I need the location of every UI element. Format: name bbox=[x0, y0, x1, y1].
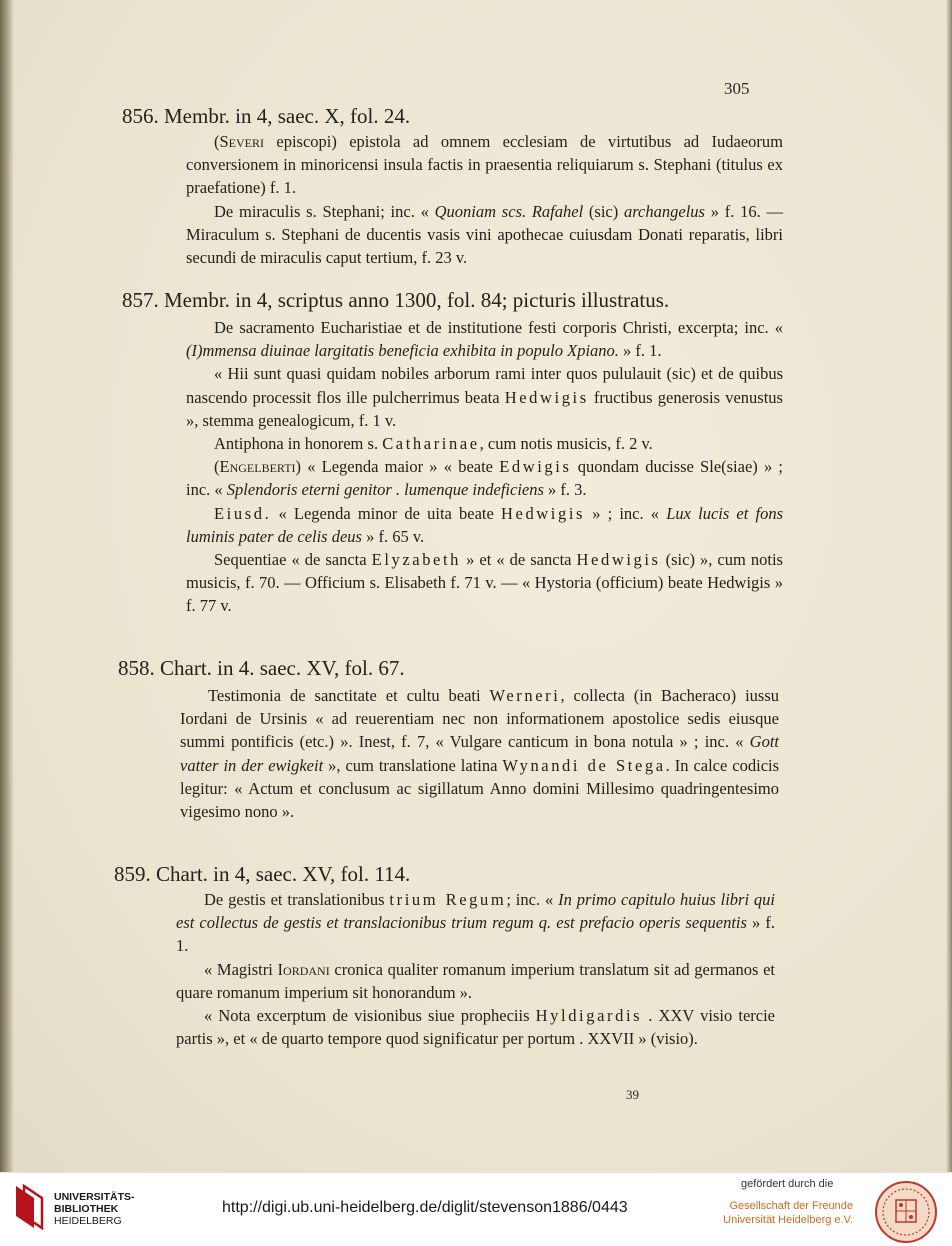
italic-run: Gott vatter in der ewigkeit bbox=[180, 732, 779, 775]
spaced-run: Catharinae bbox=[382, 434, 480, 454]
entry-paragraph: (Engelberti) « Legenda maior » « beate Edwigis quondam ducisse Sle(siae) » ; inc. « Splendoris eterni genitor . lumenque indeficiens » f. 3. bbox=[186, 457, 783, 500]
sponsor-name bbox=[713, 1199, 853, 1227]
sponsor-note: gefördert durch die bbox=[741, 1178, 834, 1190]
university-seal-icon bbox=[874, 1180, 938, 1244]
printer-signature: 39 bbox=[626, 1087, 639, 1102]
italic-run: (I)mmensa diuinae largitatis beneficia exhibita in populo Xpiano. bbox=[186, 341, 619, 361]
spaced-run: Wynandi de Stega bbox=[502, 755, 666, 775]
page-edge-shadow bbox=[946, 0, 952, 1172]
spaced-run: Edwigis bbox=[499, 457, 572, 477]
entry-paragraph: De miraculis s. Stephani; inc. « Quoniam scs. Rafahel (sic) archangelus » f. 16. — Miraculum s. Stephani de ducentis vasis vini apothecae cuiusdam Donati reparatis, libri secundi de miraculis caput tertium, f. 23 v. bbox=[186, 201, 783, 268]
spaced-run: Elyzabeth bbox=[371, 550, 462, 570]
italic-run: Lux lucis et fons luminis pater de celis deus bbox=[186, 503, 783, 546]
smallcaps-run: Iordani bbox=[277, 959, 330, 979]
entry-paragraph: De gestis et translationibus trium Regum; inc. « In primo capitulo huius libri qui est collectus de gestis et translacionibus trium regum q. est prefacio operis sequentis » f. 1. bbox=[176, 890, 776, 956]
spaced-run: Werneri bbox=[489, 686, 561, 705]
entry-paragraph: Antiphona in honorem s. Catharinae, cum notis musicis, f. 2 v. bbox=[214, 434, 653, 454]
entry-heading-859: 859. Chart. in 4, saec. XV, fol. 114. bbox=[114, 862, 411, 886]
italic-run: archangelus bbox=[624, 201, 705, 221]
entry-paragraph: Eiusd. « Legenda minor de uita beate Hedwigis » ; inc. « Lux lucis et fons luminis pater de celis deus » f. 65 v. bbox=[186, 503, 783, 546]
spaced-run: Eiusd. bbox=[214, 503, 272, 523]
italic-run: Splendoris eterni genitor . lumenque indeficiens bbox=[226, 480, 544, 500]
entry-body-858 bbox=[180, 684, 779, 823]
permalink-url[interactable]: http://digi.ub.uni-heidelberg.de/diglit/stevenson1886/0443 bbox=[222, 1199, 628, 1216]
smallcaps-run: Engelberti bbox=[219, 457, 296, 477]
entry-body-856 bbox=[186, 130, 783, 269]
entry-heading-856: 856. Membr. in 4, saec. X, fol. 24. bbox=[122, 104, 411, 128]
entry-paragraph: « Nota excerptum de visionibus siue propheciis Hyldigardis . XXV visio tercie partis », et « de quarto tempore quod significatur per portum . XXVII » (visio). bbox=[176, 1006, 775, 1049]
smallcaps-run: Severi bbox=[219, 132, 265, 151]
library-name-line2: BIBLIOTHEK bbox=[54, 1203, 119, 1215]
entry-paragraph: « Magistri Iordani cronica qualiter romanum imperium translatum sit ad germanos et quare romanum imperium sit honorandum ». bbox=[176, 959, 776, 1002]
spaced-run: trium Regum bbox=[389, 890, 507, 909]
entry-paragraph: (Severi episcopi) epistola ad omnem ecclesiam de virtutibus ad Iudaeorum conversionem in minoricensi insula factis in praesentia reliquiarum s. Stephani (titulus ex praefatione) f. 1. bbox=[186, 132, 783, 198]
sponsor-name-line2: Universität Heidelberg e.V. bbox=[723, 1214, 853, 1226]
spaced-run: Hyldigardis bbox=[535, 1006, 643, 1026]
italic-run: Quoniam scs. Rafahel bbox=[434, 201, 584, 221]
entry-paragraph: Sequentiae « de sancta Elyzabeth » et « de sancta Hedwigis (sic) », cum notis musicis, f. 70. — Officium s. Elisabeth f. 71 v. — « Hystoria (officium) beate Hedwigis » f. 77 v. bbox=[186, 550, 783, 616]
library-logo-text bbox=[54, 1191, 135, 1227]
sponsor-name-line1: Gesellschaft der Freunde bbox=[729, 1200, 853, 1212]
spaced-run: Hedwigis bbox=[501, 503, 586, 523]
entry-paragraph: Testimonia de sanctitate et cultu beati Werneri, collecta (in Bacheraco) iussu Iordani de Ursinis « ad reuerentiam nec non informationem apostolice sedis eiusque summi pontificis (etc.) ». Inest, f. 7, « Vulgare canticum in bona notula » ; inc. « Gott vatter in der ewigkeit », cum translatione latina Wynandi de Stega. In calce codicis legitur: « Actum et conclusum ac sigillatum Anno domini Millesimo quadringentesimo vigesimo nono ». bbox=[180, 686, 780, 822]
spaced-run: Hedwigis bbox=[504, 387, 589, 407]
entry-heading-857: 857. Membr. in 4, scriptus anno 1300, fol. 84; picturis illustratus. bbox=[122, 288, 670, 312]
library-name-line1: UNIVERSITÄTS- bbox=[54, 1191, 135, 1203]
page-gutter-shadow bbox=[0, 0, 14, 1172]
spaced-run: Hedwigis bbox=[576, 550, 661, 570]
library-name-line3: HEIDELBERG bbox=[54, 1215, 122, 1227]
page-number: 305 bbox=[724, 79, 750, 98]
entry-paragraph: De sacramento Eucharistiae et de institutione festi corporis Christi, excerpta; inc. « (I)mmensa diuinae largitatis beneficia exhibita in populo Xpiano. » f. 1. bbox=[186, 318, 783, 361]
entry-body-859 bbox=[176, 888, 775, 1050]
entry-paragraph: « Hii sunt quasi quidam nobiles arborum rami inter quos pululauit (sic) et de quibus nascendo processit flos ille pulcherrimus beata Hedwigis fructibus generosis venustus », stemma genealogicum, f. 1 v. bbox=[186, 364, 783, 430]
italic-run: In primo capitulo huius libri qui est collectus de gestis et translacionibus trium regum q. est prefacio operis sequentis bbox=[176, 890, 776, 933]
library-logo-icon bbox=[12, 1184, 46, 1230]
entry-heading-858: 858. Chart. in 4. saec. XV, fol. 67. bbox=[118, 656, 405, 680]
entry-body-857 bbox=[186, 316, 783, 618]
